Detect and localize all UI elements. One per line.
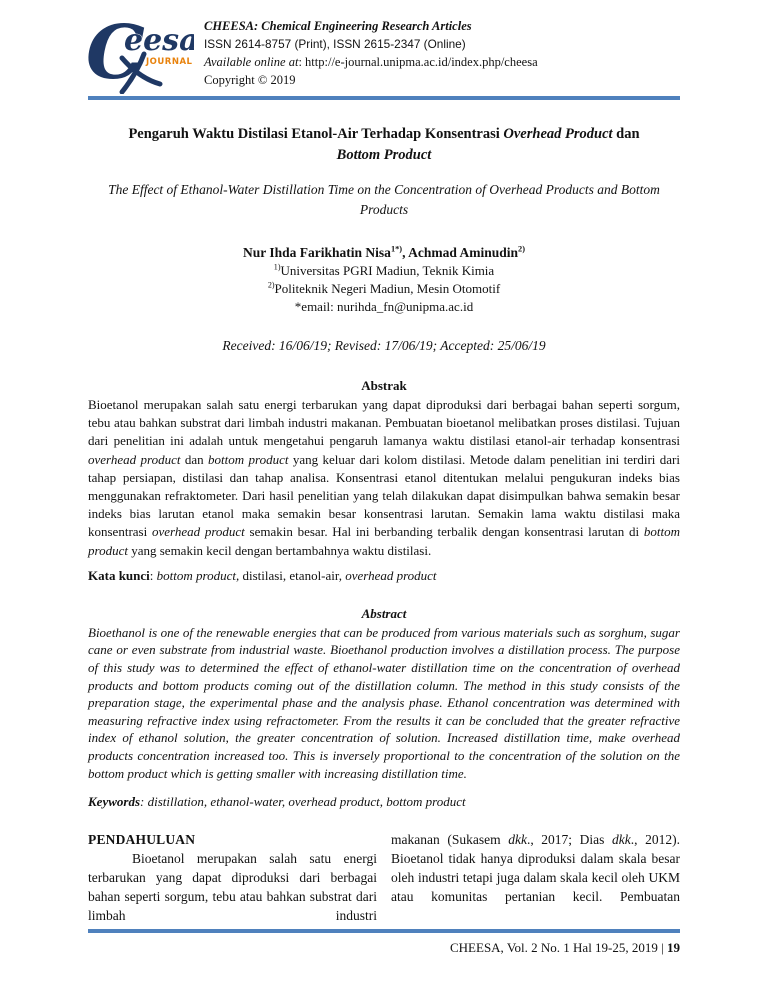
abstrak-paragraph xyxy=(88,396,680,560)
article-title-indonesian xyxy=(88,124,680,166)
review-dates-line: Received: 16/06/19; Revised: 17/06/19; Accepted: 25/06/19 xyxy=(222,338,546,353)
footer-page-number: 19 xyxy=(667,940,680,956)
journal-header xyxy=(88,14,680,96)
kata-kunci-italic-2: overhead product xyxy=(345,567,437,583)
affiliation-1-line xyxy=(88,262,680,280)
footer-citation xyxy=(88,940,680,956)
author-names-line xyxy=(88,244,680,262)
author-2-affiliation-mark: 2) xyxy=(518,244,525,254)
journal-url-link[interactable]: http://e-journal.unipma.ac.id/index.php/cheesa xyxy=(305,55,538,69)
abstract-heading: Abstract xyxy=(361,605,407,621)
introduction-columns xyxy=(88,830,680,925)
kata-kunci-line xyxy=(88,568,680,584)
kata-kunci-normal-1: distilasi, etanol-air, xyxy=(239,567,346,583)
intro-right-paragraph xyxy=(391,830,680,906)
authors-block xyxy=(88,244,680,316)
abstrak-italic-overhead-1: overhead product xyxy=(88,451,181,467)
logo-letter-c: C xyxy=(88,14,145,94)
kata-kunci-separator: : xyxy=(149,567,157,583)
affiliation-1-text: Universitas PGRI Madiun, Teknik Kimia xyxy=(280,263,495,278)
affiliation-2-text: Politeknik Negeri Madiun, Mesin Otomotif xyxy=(274,281,501,296)
intro-right-text-3: ., 2012). Bioetanol tidak hanya diproduksi dalam skala besar oleh industri tetapi juga dalam skala kecil oleh UKM atau komunitas pertanian kecil. Pembuatan xyxy=(391,832,681,905)
author-2-name: , Achmad Aminudin xyxy=(402,245,519,260)
intro-right-column xyxy=(391,830,680,925)
kata-kunci-label: Kata kunci xyxy=(88,567,150,583)
journal-issn: ISSN 2614-8757 (Print), ISSN 2615-2347 (Online) xyxy=(204,37,466,51)
intro-right-italic-dkk-1: dkk xyxy=(508,832,527,848)
abstract-paragraph: Bioethanol is one of the renewable energies that can be produced from various materials such as sorghum, sugar cane or even substrate from industrial waste. Bioethanol production involves a distillation process. The purpose of this study was to determined the effect of ethanol-water distillation time on the concentration of overhead products and bottom products coming out of the distillation column. The method in this study consists of the preparation stage, the experimental phase and the analysis phase. Ethanol concentration was determined with measuring refractive index using refractometer. From the results it can be concluded that the greater refractive index of ethanol solution, the greater concentration of solution. Increased distillation time, make overhead products concentration increased too. This is inversely proportional to the concentration of the solution on the bottom product which is getting smaller with increasing distillation time. xyxy=(88,624,680,781)
corresponding-email[interactable]: *email: nurihda_fn@unipma.ac.id xyxy=(294,299,474,314)
header-divider-rule xyxy=(88,96,680,100)
title-id-italic-overhead: Overhead Product xyxy=(503,126,613,142)
keywords-text: : distillation, ethanol-water, overhead product, bottom product xyxy=(140,794,466,810)
journal-availability xyxy=(204,53,538,71)
intro-right-italic-dkk-2: dkk xyxy=(612,832,631,848)
abstrak-heading: Abstrak xyxy=(361,378,407,393)
abstrak-italic-bottom-1: bottom product xyxy=(208,451,289,467)
author-1-name: Nur Ihda Farikhatin Nisa xyxy=(243,245,391,260)
abstract-english-section xyxy=(88,606,680,810)
journal-header-text xyxy=(204,14,538,89)
journal-copyright: Copyright © 2019 xyxy=(204,73,296,87)
logo-text-eesa: eesa xyxy=(124,23,194,58)
journal-name: CHEESA: Chemical Engineering Research Articles xyxy=(204,19,472,33)
abstrak-text-2: dan xyxy=(180,451,209,467)
title-id-text: Pengaruh Waktu Distilasi Etanol-Air Terhadap Konsentrasi xyxy=(128,126,504,142)
intro-right-text-2: ., 2017; Dias xyxy=(526,832,613,848)
keywords-line xyxy=(88,794,680,810)
available-online-label: Available online at xyxy=(204,55,299,69)
pendahuluan-heading: PENDAHULUAN xyxy=(88,832,196,848)
article-title-english: The Effect of Ethanol-Water Distillation Time on the Concentration of Overhead Products and Bottom Products xyxy=(108,182,660,217)
abstract-indonesian-section xyxy=(88,378,680,584)
intro-left-column xyxy=(88,830,377,925)
footer-citation-text: CHEESA, Vol. 2 No. 1 Hal 19-25, 2019 | xyxy=(450,940,667,956)
available-online-separator: : xyxy=(298,55,306,69)
cheesa-logo-icon xyxy=(88,14,194,94)
abstrak-text-3: yang keluar dari kolom distilasi. Metode dalam penelitian ini terdiri dari tahap persiapan, distilasi dan tahap analisa. Konsentrasi etanol ditentukan melalui pengukuran indeks bias menggunakan refraktometer. Dari hasil penelitian yang telah dilakukan dapat disimpulkan bahwa semakin besar indeks bias larutan etanol maka semakin besar konsentrasi larutan. Semakin lama waktu distilasi maka konsentrasi xyxy=(88,451,680,540)
affiliation-2-mark: 2) xyxy=(267,280,275,290)
kata-kunci-italic-1: bottom product, xyxy=(156,567,240,583)
cheesa-journal-logo xyxy=(88,14,194,94)
abstrak-italic-overhead-2: overhead product xyxy=(151,524,245,540)
logo-text-journal: JOURNAL xyxy=(146,57,193,67)
title-id-italic-bottom: Bottom Product xyxy=(336,147,432,163)
footer-divider-rule xyxy=(88,929,680,933)
affiliation-2-line xyxy=(88,280,680,298)
abstrak-text-4: semakin besar. Hal ini berbanding terbalik dengan konsentrasi larutan di xyxy=(244,524,644,540)
keywords-label: Keywords xyxy=(88,794,140,810)
author-1-affiliation-mark: 1*) xyxy=(390,244,403,254)
intro-left-paragraph: Bioetanol merupakan salah satu energi terbarukan yang dapat diproduksi dari berbagai bahan seperti sorgum, tebu atau bahkan substrat dari limbah industri xyxy=(88,851,377,924)
intro-right-text-1: makanan (Sukasem xyxy=(391,832,509,848)
affiliation-1-mark: 1) xyxy=(273,262,281,272)
abstrak-text-5: yang semakin kecil dengan bertambahnya waktu distilasi. xyxy=(127,542,432,558)
abstrak-italic-bottom-2: bottom product xyxy=(88,524,680,558)
title-id-dan: dan xyxy=(612,126,640,142)
abstrak-text-1: Bioetanol merupakan salah satu energi terbarukan yang dapat diproduksi dari berbagai bahan seperti sorgum, tebu atau bahkan substrat dari limbah industri makanan. Pembuatan bioetanol melibatkan proses distilasi. Tujuan dari penelitian ini adalah untuk mengetahui pengaruh lamanya waktu distilasi etanol-air terhadap konsentrasi xyxy=(88,397,680,449)
